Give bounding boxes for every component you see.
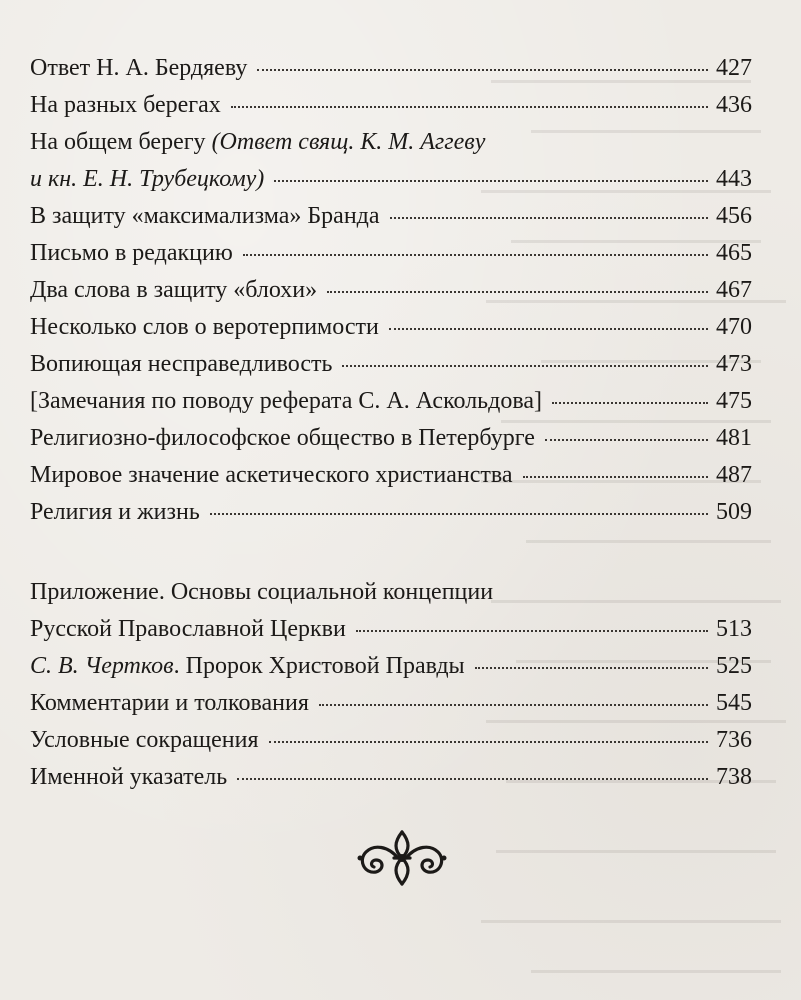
toc-entry-title: В защиту «максимализма» Бранда bbox=[30, 203, 380, 229]
dot-leader bbox=[389, 328, 708, 330]
toc-entry-title: Именной указатель bbox=[30, 764, 228, 790]
toc-entry[interactable] bbox=[30, 722, 752, 759]
toc-entry[interactable] bbox=[30, 494, 752, 531]
toc-entry-subtitle-cont: и кн. Е. Н. Трубецкому) bbox=[30, 166, 265, 192]
toc-page-number: 481 bbox=[716, 425, 752, 451]
toc-page-number: 525 bbox=[716, 653, 752, 679]
toc-page-number: 443 bbox=[716, 166, 752, 192]
toc-entry-title: Несколько слов о веротерпимости bbox=[30, 314, 379, 340]
toc-entry-author: С. В. Чертков bbox=[30, 653, 174, 679]
toc-page-number: 436 bbox=[716, 92, 752, 118]
dot-leader bbox=[342, 365, 708, 367]
toc-entry-title bbox=[30, 648, 465, 685]
toc-entry[interactable] bbox=[30, 198, 752, 235]
dot-leader bbox=[237, 778, 708, 780]
toc-entry-title: Вопиющая несправедливость bbox=[30, 351, 333, 377]
toc-entry[interactable] bbox=[30, 420, 752, 457]
toc-page-number: 738 bbox=[716, 764, 752, 790]
fleuron-ornament-icon bbox=[354, 828, 450, 888]
table-of-contents bbox=[30, 50, 752, 796]
toc-entry[interactable] bbox=[30, 685, 752, 722]
toc-entry-title: Религия и жизнь bbox=[30, 499, 200, 525]
dot-leader bbox=[210, 513, 708, 515]
toc-page-number: 509 bbox=[716, 499, 752, 525]
section-gap bbox=[30, 531, 752, 574]
toc-entry[interactable] bbox=[30, 759, 752, 796]
toc-entry-title: Условные сокращения bbox=[30, 727, 259, 753]
dot-leader bbox=[545, 439, 708, 441]
toc-page-number: 456 bbox=[716, 203, 752, 229]
dot-leader bbox=[390, 217, 708, 219]
dot-leader bbox=[274, 180, 708, 182]
toc-page-number: 513 bbox=[716, 616, 752, 642]
toc-page-number: 470 bbox=[716, 314, 752, 340]
toc-page-number: 473 bbox=[716, 351, 752, 377]
toc-entry-title: Ответ Н. А. Бердяеву bbox=[30, 55, 248, 81]
toc-entry[interactable] bbox=[30, 383, 752, 420]
toc-entry-title: Религиозно-философское общество в Петербурге bbox=[30, 425, 535, 451]
toc-entry-title: Мировое значение аскетического христианства bbox=[30, 462, 513, 488]
toc-entry-title: Комментарии и толкования bbox=[30, 690, 309, 716]
toc-entry-title-cont: Русской Православной Церкви bbox=[30, 616, 346, 642]
dot-leader bbox=[475, 667, 708, 669]
toc-entry[interactable] bbox=[30, 235, 752, 272]
toc-entry[interactable] bbox=[30, 272, 752, 309]
toc-entry[interactable] bbox=[30, 50, 752, 87]
toc-page-number: 545 bbox=[716, 690, 752, 716]
dot-leader bbox=[243, 254, 708, 256]
dot-leader bbox=[523, 476, 708, 478]
dot-leader bbox=[231, 106, 708, 108]
toc-entry-title: Письмо в редакцию bbox=[30, 240, 233, 266]
toc-entry-subtitle: (Ответ свящ. К. М. Аггеву bbox=[211, 129, 486, 155]
dot-leader bbox=[552, 402, 708, 404]
toc-entry-title: На общем берегу bbox=[30, 129, 212, 155]
dot-leader bbox=[257, 69, 708, 71]
toc-entry[interactable] bbox=[30, 161, 752, 198]
toc-entry-title: На разных берегах bbox=[30, 92, 221, 118]
toc-entry-title: Приложение. Основы социальной концепции bbox=[30, 579, 494, 605]
toc-entry[interactable] bbox=[30, 648, 752, 685]
dot-leader bbox=[269, 741, 708, 743]
toc-entry[interactable] bbox=[30, 611, 752, 648]
toc-page-number: 475 bbox=[716, 388, 752, 414]
toc-entry-title: Два слова в защиту «блохи» bbox=[30, 277, 318, 303]
toc-entry[interactable] bbox=[30, 309, 752, 346]
dot-leader bbox=[327, 291, 708, 293]
toc-page-number: 487 bbox=[716, 462, 752, 488]
dot-leader bbox=[319, 704, 708, 706]
toc-page-number: 736 bbox=[716, 727, 752, 753]
toc-page-number: 465 bbox=[716, 240, 752, 266]
toc-page-number: 427 bbox=[716, 55, 752, 81]
toc-entry-title: [Замечания по поводу реферата С. А. Аскольдова] bbox=[30, 388, 542, 414]
toc-entry[interactable] bbox=[30, 457, 752, 494]
toc-entry-title-text: . Пророк Христовой Правды bbox=[173, 653, 465, 679]
toc-page-number: 467 bbox=[716, 277, 752, 303]
toc-entry-line1[interactable] bbox=[30, 124, 752, 161]
dot-leader bbox=[356, 630, 708, 632]
toc-entry[interactable] bbox=[30, 87, 752, 124]
toc-entry-line1[interactable] bbox=[30, 574, 752, 611]
toc-entry[interactable] bbox=[30, 346, 752, 383]
